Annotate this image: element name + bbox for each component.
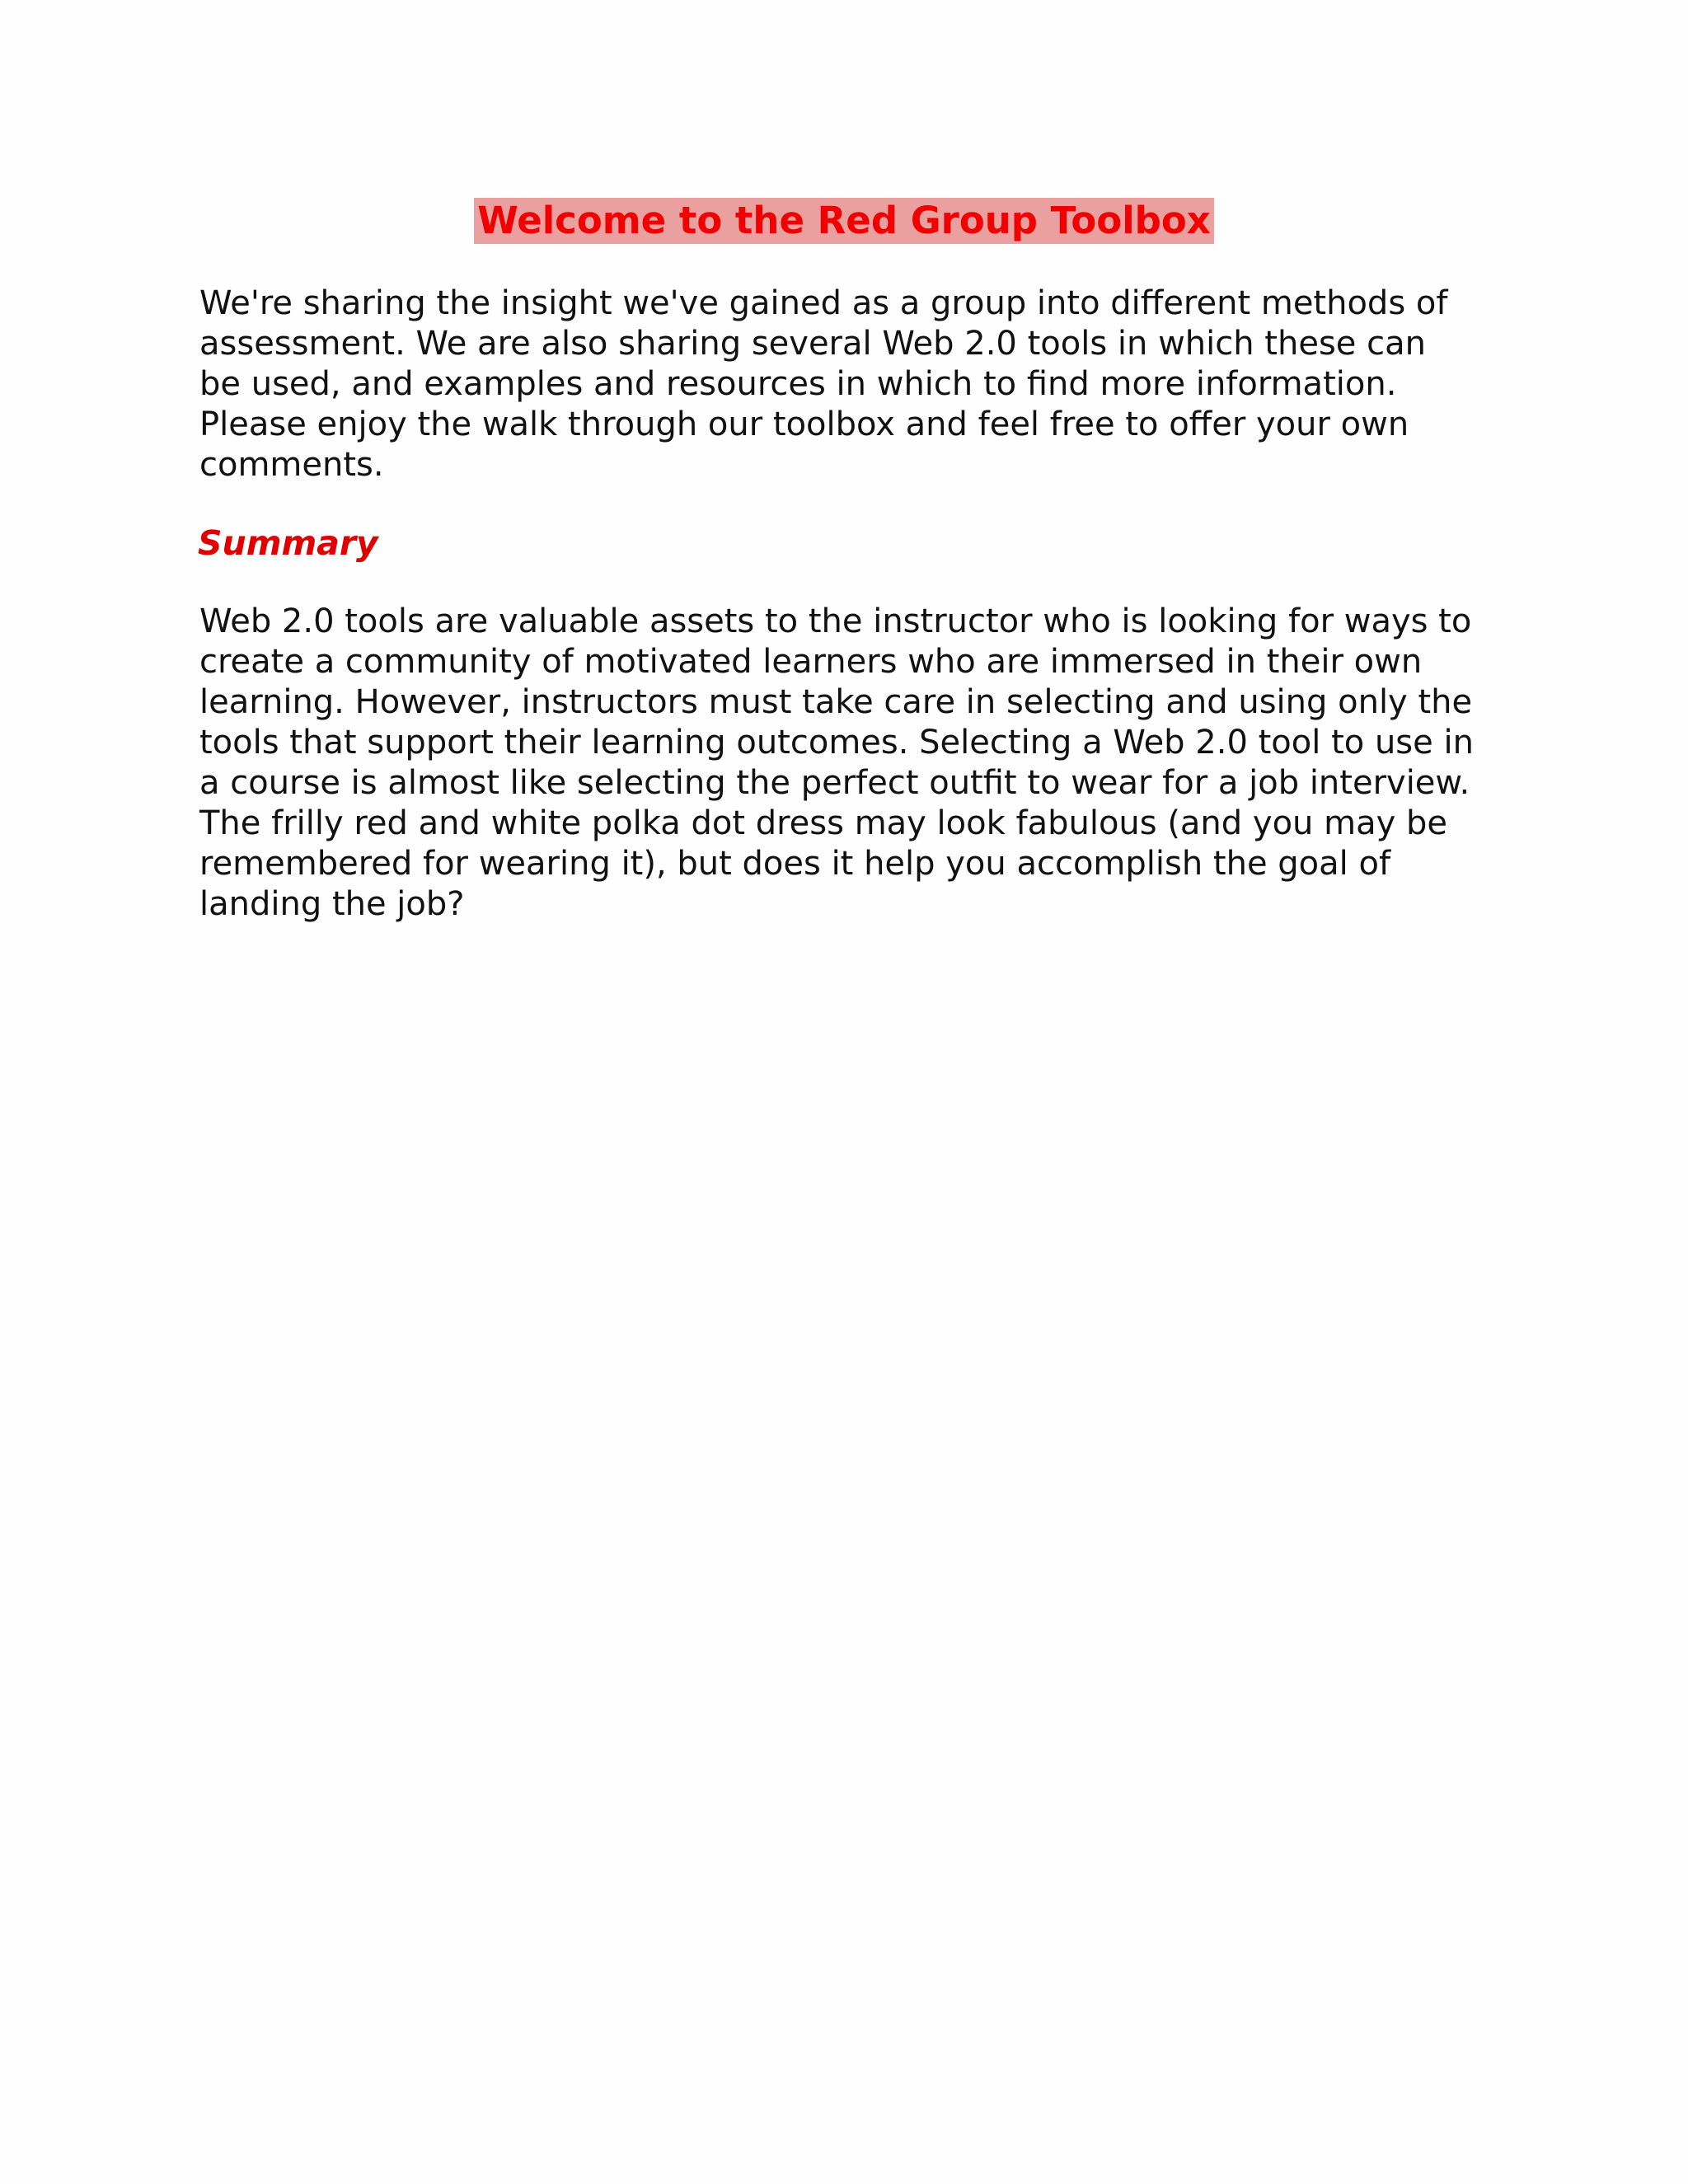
summary-line: create a community of motivated learners who are immersed in their own: [199, 643, 1423, 681]
summary-paragraph: [199, 602, 1535, 925]
summary-line: learning. However, instructors must take care in selecting and using only the: [199, 683, 1473, 721]
summary-line: Web 2.0 tools are valuable assets to the instructor who is looking for ways to: [199, 602, 1472, 640]
intro-line: be used, and examples and resources in which to find more information.: [199, 365, 1397, 403]
summary-line: The frilly red and white polka dot dress may look fabulous (and you may be: [199, 804, 1447, 842]
summary-line: landing the job?: [199, 885, 465, 923]
intro-paragraph: [199, 284, 1535, 485]
summary-heading: Summary: [198, 523, 378, 563]
summary-line: a course is almost like selecting the perfect outfit to wear for a job interview.: [199, 764, 1470, 802]
summary-line: remembered for wearing it), but does it help you accomplish the goal of: [199, 845, 1391, 883]
intro-line: We're sharing the insight we've gained as a group into different methods of: [199, 284, 1448, 322]
intro-line: Please enjoy the walk through our toolbox and feel free to offer your own: [199, 405, 1409, 443]
page-title: Welcome to the Red Group Toolbox: [474, 198, 1214, 244]
title-container: [0, 198, 1688, 244]
intro-line: assessment. We are also sharing several Web 2.0 tools in which these can: [199, 325, 1426, 363]
intro-line: comments.: [199, 446, 384, 484]
summary-line: tools that support their learning outcomes. Selecting a Web 2.0 tool to use in: [199, 724, 1474, 762]
